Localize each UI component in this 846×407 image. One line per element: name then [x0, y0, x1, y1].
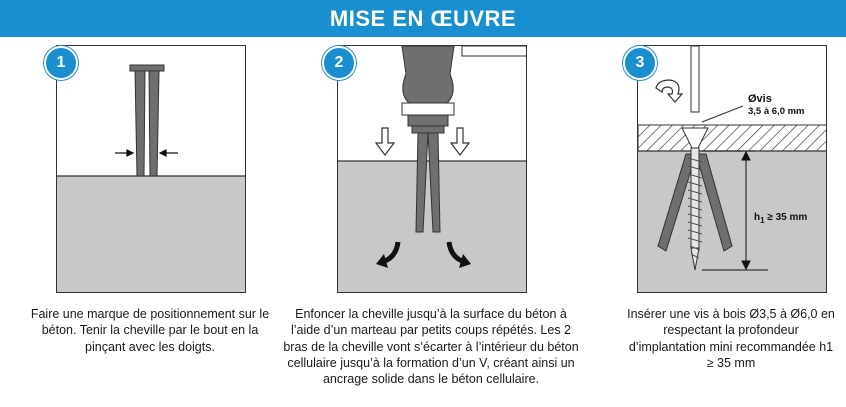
screwdriver-icon [691, 46, 699, 112]
screw-diameter-range: 3,5 à 6,0 mm [748, 106, 805, 117]
depth-value: ≥ 35 mm [767, 212, 808, 223]
step-2-panel [337, 45, 527, 293]
hammer-icon [402, 46, 527, 126]
depth-label [754, 212, 807, 225]
diameter-leader [702, 106, 743, 122]
step-1-caption: Faire une marque de positionnement sur le béton. Tenir la cheville par le bout en la pinçant avec les doigts. [30, 307, 270, 354]
wood-board [638, 125, 827, 151]
step-2-badge: 2 [322, 46, 356, 80]
concrete-block [57, 176, 246, 293]
rotation-arrow-icon [656, 80, 682, 102]
step-1-panel [56, 45, 246, 293]
plug [130, 65, 164, 176]
step-3-badge: 3 [623, 46, 657, 80]
pinch-arrows-icon [115, 150, 178, 156]
depth-symbol: h [754, 212, 761, 223]
step-2-caption: Enfoncer la cheville jusqu’à la surface du béton à l’aide d’un marteau par petits coups répétés. Les 2 bras de la cheville vont s’écarter à l’intérieur du béton cellulaire jusqu’à la formation d’un V, créant ainsi un ancrage solide dans le béton cellulaire. [283, 307, 579, 387]
page-title: MISE EN ŒUVRE [329, 6, 517, 31]
step-1-badge: 1 [44, 46, 78, 80]
step-3-panel [637, 45, 827, 293]
step-3-caption: Insérer une vis à bois Ø3,5 à Ø6,0 en respectant la profondeur d’implantation mini recommandée h1 ≥ 35 mm [627, 307, 835, 370]
step-3-illustration [638, 46, 827, 293]
depth-subscript: 1 [760, 216, 765, 225]
step-2-illustration [338, 46, 527, 293]
screw-diameter-title: Øvis [748, 93, 772, 105]
step-1-illustration [57, 46, 246, 293]
